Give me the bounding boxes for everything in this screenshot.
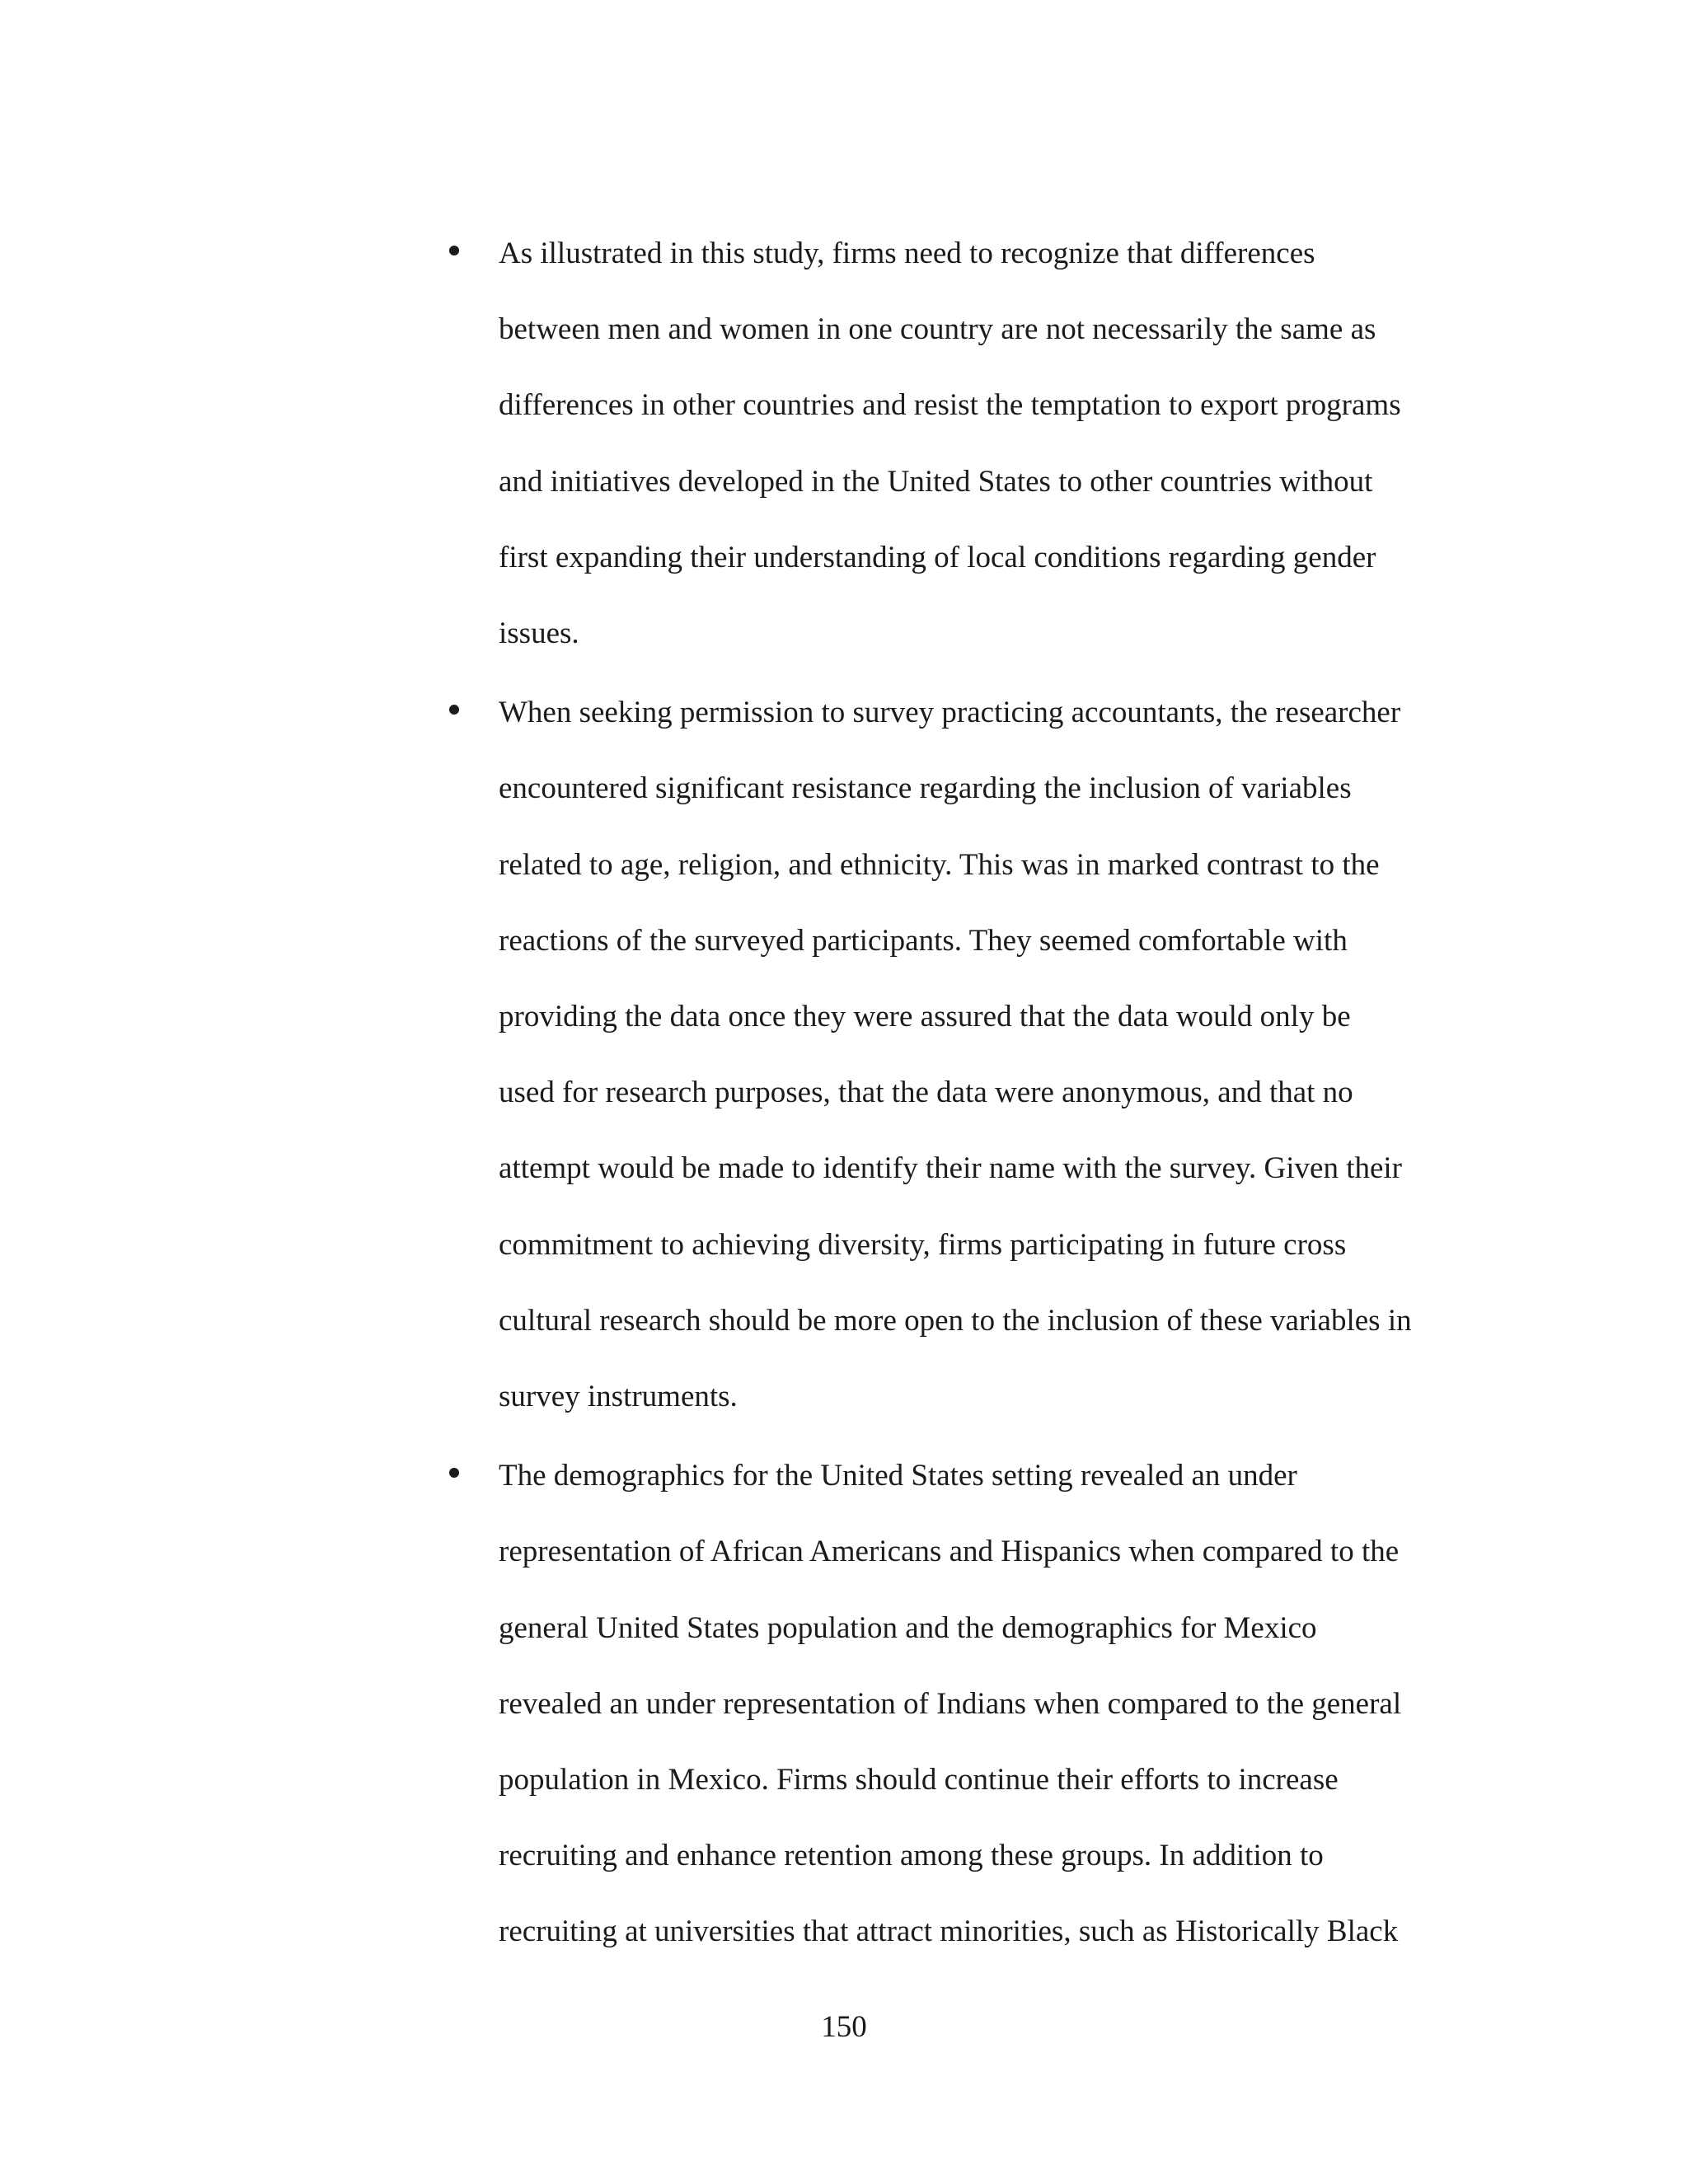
text-line: As illustrated in this study, firms need to recognize that differences <box>499 237 1315 270</box>
bullet-dot-icon <box>449 705 459 715</box>
text-line: cultural research should be more open to the inclusion of these variables in <box>499 1303 1412 1338</box>
text-line: related to age, religion, and ethnicity. This was in marked contrast to the <box>499 847 1380 882</box>
bullet-item <box>449 216 1488 672</box>
text-line: population in Mexico. Firms should continue their efforts to increase <box>499 1763 1339 1797</box>
text-line: survey instruments. <box>499 1380 738 1414</box>
text-line: encountered significant resistance regarding the inclusion of variables <box>499 771 1352 806</box>
text-line: between men and women in one country are not necessarily the same as <box>499 312 1376 347</box>
bullet-item <box>449 1438 1488 1970</box>
text-line: The demographics for the United States setting revealed an under <box>499 1459 1297 1493</box>
bullet-dot-icon <box>449 1468 459 1478</box>
bullet-item <box>449 675 1488 1435</box>
bullet-dot-icon <box>449 246 459 255</box>
bullet-list <box>449 216 1488 1974</box>
text-line: reactions of the surveyed participants. They seemed comfortable with <box>499 923 1348 958</box>
text-line: differences in other countries and resist the temptation to export programs <box>499 388 1401 423</box>
text-line: recruiting and enhance retention among these groups. In addition to <box>499 1839 1324 1873</box>
text-line: and initiatives developed in the United States to other countries without <box>499 464 1373 499</box>
text-line: attempt would be made to identify their name with the survey. Given their <box>499 1151 1402 1186</box>
text-line: commitment to achieving diversity, firms participating in future cross <box>499 1227 1347 1262</box>
text-line: revealed an under representation of Indians when compared to the general <box>499 1686 1402 1721</box>
text-line: used for research purposes, that the data were anonymous, and that no <box>499 1076 1353 1110</box>
text-line: When seeking permission to survey practicing accountants, the researcher <box>499 696 1401 730</box>
text-line: first expanding their understanding of local conditions regarding gender <box>499 540 1376 574</box>
text-line: general United States population and the demographics for Mexico <box>499 1610 1317 1645</box>
text-line: issues. <box>499 616 579 651</box>
text-line: providing the data once they were assured that the data would only be <box>499 1000 1351 1034</box>
page-number: 150 <box>821 2010 867 2044</box>
text-line: recruiting at universities that attract minorities, such as Historically Black <box>499 1915 1399 1949</box>
text-line: representation of African Americans and Hispanics when compared to the <box>499 1535 1400 1569</box>
